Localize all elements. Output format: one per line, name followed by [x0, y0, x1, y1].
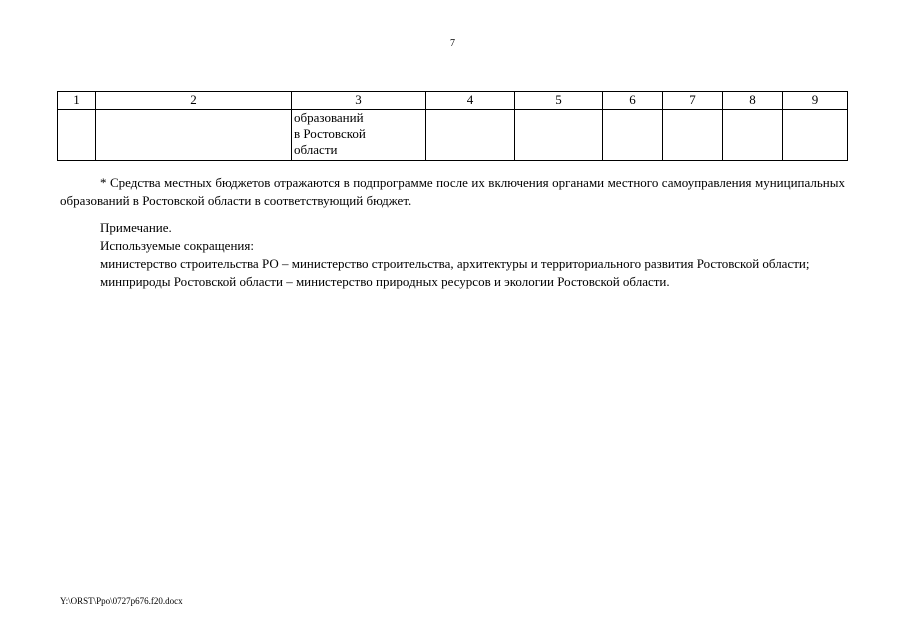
- header-cell-4: 4: [426, 92, 515, 110]
- header-cell-6: 6: [603, 92, 663, 110]
- header-cell-1: 1: [58, 92, 96, 110]
- cell-col3-line-2: в Ростовской: [294, 126, 366, 141]
- cell-col6: [603, 110, 663, 161]
- cell-col2: [96, 110, 292, 161]
- cell-col3: [292, 110, 426, 161]
- cell-col4: [426, 110, 515, 161]
- header-cell-2: 2: [96, 92, 292, 110]
- abbreviation-item: министерство строительства РО – министерство строительства, архитектуры и территориального развития Ростовской области;: [100, 256, 810, 271]
- cell-col3-line-3: области: [294, 142, 338, 157]
- table-row: [58, 110, 848, 161]
- abbreviations-heading: Используемые сокращения:: [100, 238, 254, 253]
- header-cell-9: 9: [783, 92, 848, 110]
- header-cell-3: 3: [292, 92, 426, 110]
- cell-col8: [723, 110, 783, 161]
- cell-col9: [783, 110, 848, 161]
- notes-title: Примечание.: [100, 220, 172, 235]
- header-cell-5: 5: [515, 92, 603, 110]
- cell-col3-line-1: образований: [294, 110, 364, 125]
- cell-col5: [515, 110, 603, 161]
- cell-col1: [58, 110, 96, 161]
- header-cell-8: 8: [723, 92, 783, 110]
- footnote: * Средства местных бюджетов отражаются в подпрограмме после их включения органами местного самоуправления муниципальных образований в Ростовской области в соответствующий бюджет.: [60, 175, 845, 208]
- notes-section: [60, 219, 845, 291]
- header-cell-7: 7: [663, 92, 723, 110]
- page-number: 7: [450, 38, 455, 49]
- table-header-row: [58, 92, 848, 110]
- abbreviation-item: минприроды Ростовской области – министерство природных ресурсов и экологии Ростовской области.: [100, 274, 670, 289]
- cell-col7: [663, 110, 723, 161]
- footer-file-path: Y:\ORST\Ppo\0727p676.f20.docx: [60, 596, 183, 606]
- data-table: [57, 91, 848, 161]
